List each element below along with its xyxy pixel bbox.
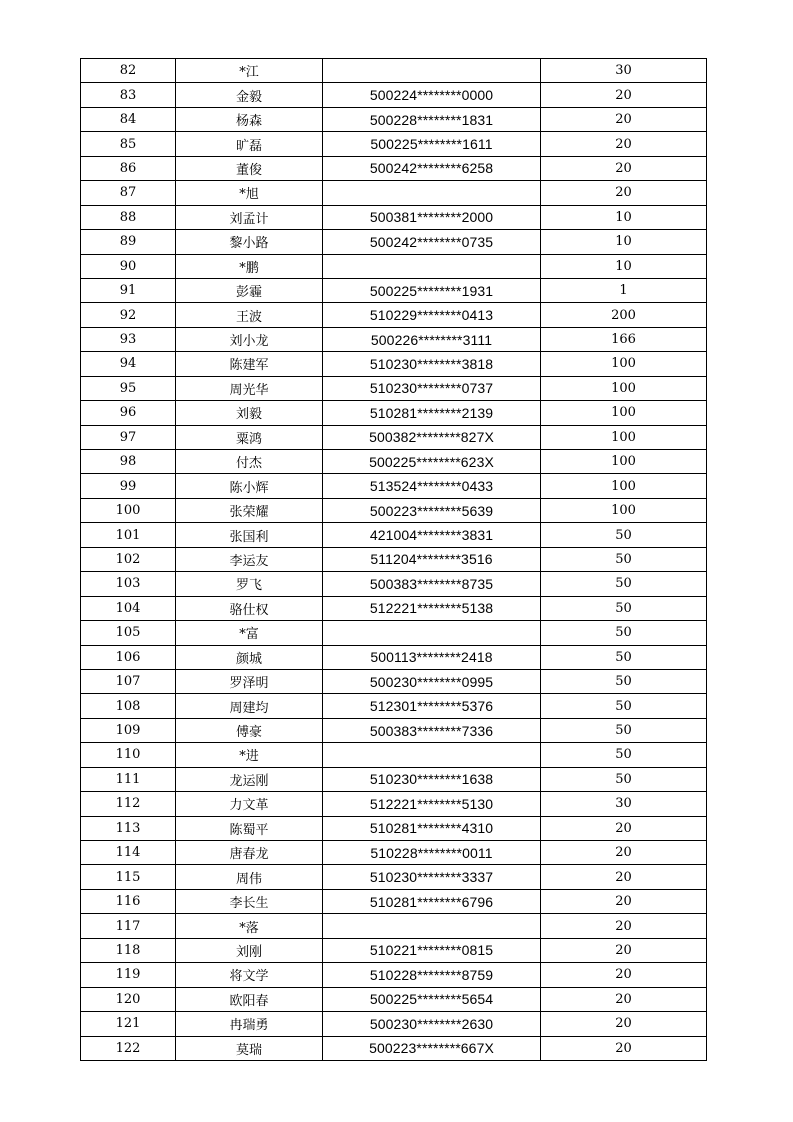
row-number-cell: 88 xyxy=(81,205,176,229)
donor-name-cell: 罗飞 xyxy=(176,572,323,596)
row-number-cell: 119 xyxy=(81,963,176,987)
id-number-cell: 500225********5654 xyxy=(323,987,541,1011)
amount-cell: 20 xyxy=(541,132,707,156)
donor-name-cell: 周光华 xyxy=(176,376,323,400)
table-row xyxy=(81,425,707,449)
amount-cell: 100 xyxy=(541,450,707,474)
amount-cell: 20 xyxy=(541,963,707,987)
table-row xyxy=(81,156,707,180)
row-number-cell: 109 xyxy=(81,718,176,742)
amount-cell: 20 xyxy=(541,938,707,962)
table-row xyxy=(81,59,707,83)
id-number-cell: 511204********3516 xyxy=(323,547,541,571)
donor-name-cell: *旭 xyxy=(176,181,323,205)
table-row xyxy=(81,816,707,840)
row-number-cell: 85 xyxy=(81,132,176,156)
amount-cell: 20 xyxy=(541,987,707,1011)
id-number-cell: 500383********8735 xyxy=(323,572,541,596)
donor-name-cell: 颜城 xyxy=(176,645,323,669)
id-number-cell xyxy=(323,181,541,205)
donation-table-body xyxy=(81,59,707,1061)
donor-name-cell: 杨森 xyxy=(176,107,323,131)
amount-cell: 20 xyxy=(541,816,707,840)
amount-cell: 200 xyxy=(541,303,707,327)
donor-name-cell: 力文革 xyxy=(176,792,323,816)
donor-name-cell: 李长生 xyxy=(176,889,323,913)
donor-name-cell: 傅豪 xyxy=(176,718,323,742)
amount-cell: 50 xyxy=(541,694,707,718)
id-number-cell: 510221********0815 xyxy=(323,938,541,962)
table-row xyxy=(81,767,707,791)
table-row xyxy=(81,327,707,351)
row-number-cell: 100 xyxy=(81,498,176,522)
row-number-cell: 103 xyxy=(81,572,176,596)
donor-name-cell: 刘毅 xyxy=(176,401,323,425)
table-row xyxy=(81,621,707,645)
id-number-cell: 500225********1611 xyxy=(323,132,541,156)
id-number-cell: 510230********1638 xyxy=(323,767,541,791)
row-number-cell: 116 xyxy=(81,889,176,913)
id-number-cell: 510281********4310 xyxy=(323,816,541,840)
table-row xyxy=(81,352,707,376)
id-number-cell: 500223********5639 xyxy=(323,498,541,522)
table-row xyxy=(81,254,707,278)
donation-table xyxy=(80,58,707,1061)
donor-name-cell: 粟鸿 xyxy=(176,425,323,449)
id-number-cell: 510229********0413 xyxy=(323,303,541,327)
amount-cell: 30 xyxy=(541,59,707,83)
table-row xyxy=(81,596,707,620)
table-row xyxy=(81,278,707,302)
amount-cell: 50 xyxy=(541,718,707,742)
table-row xyxy=(81,718,707,742)
table-row xyxy=(81,865,707,889)
row-number-cell: 106 xyxy=(81,645,176,669)
donor-name-cell: *江 xyxy=(176,59,323,83)
row-number-cell: 108 xyxy=(81,694,176,718)
table-row xyxy=(81,645,707,669)
table-row xyxy=(81,205,707,229)
amount-cell: 20 xyxy=(541,83,707,107)
amount-cell: 50 xyxy=(541,669,707,693)
table-row xyxy=(81,889,707,913)
table-row xyxy=(81,694,707,718)
amount-cell: 50 xyxy=(541,645,707,669)
amount-cell: 50 xyxy=(541,743,707,767)
amount-cell: 20 xyxy=(541,914,707,938)
id-number-cell: 500113********2418 xyxy=(323,645,541,669)
row-number-cell: 112 xyxy=(81,792,176,816)
amount-cell: 20 xyxy=(541,1012,707,1036)
id-number-cell: 512301********5376 xyxy=(323,694,541,718)
id-number-cell: 510228********8759 xyxy=(323,963,541,987)
table-row xyxy=(81,107,707,131)
donor-name-cell: 黎小路 xyxy=(176,230,323,254)
donor-name-cell: 唐春龙 xyxy=(176,841,323,865)
id-number-cell: 500225********623X xyxy=(323,450,541,474)
donor-name-cell: 骆仕权 xyxy=(176,596,323,620)
donor-name-cell: 周建均 xyxy=(176,694,323,718)
table-row xyxy=(81,572,707,596)
table-row xyxy=(81,498,707,522)
table-row xyxy=(81,938,707,962)
amount-cell: 20 xyxy=(541,107,707,131)
row-number-cell: 117 xyxy=(81,914,176,938)
amount-cell: 50 xyxy=(541,523,707,547)
donor-name-cell: 冉瑞勇 xyxy=(176,1012,323,1036)
donor-name-cell: 彭霾 xyxy=(176,278,323,302)
amount-cell: 166 xyxy=(541,327,707,351)
donor-name-cell: *富 xyxy=(176,621,323,645)
id-number-cell: 500230********2630 xyxy=(323,1012,541,1036)
row-number-cell: 113 xyxy=(81,816,176,840)
donor-name-cell: 将文学 xyxy=(176,963,323,987)
amount-cell: 50 xyxy=(541,572,707,596)
row-number-cell: 99 xyxy=(81,474,176,498)
amount-cell: 10 xyxy=(541,205,707,229)
row-number-cell: 120 xyxy=(81,987,176,1011)
row-number-cell: 94 xyxy=(81,352,176,376)
donor-name-cell: *进 xyxy=(176,743,323,767)
table-row xyxy=(81,1012,707,1036)
table-row xyxy=(81,376,707,400)
id-number-cell: 510230********3818 xyxy=(323,352,541,376)
row-number-cell: 101 xyxy=(81,523,176,547)
row-number-cell: 115 xyxy=(81,865,176,889)
donor-name-cell: 付杰 xyxy=(176,450,323,474)
id-number-cell: 500242********6258 xyxy=(323,156,541,180)
id-number-cell: 510230********3337 xyxy=(323,865,541,889)
row-number-cell: 91 xyxy=(81,278,176,302)
amount-cell: 50 xyxy=(541,621,707,645)
id-number-cell: 500226********3111 xyxy=(323,327,541,351)
donor-name-cell: 陈建军 xyxy=(176,352,323,376)
table-row xyxy=(81,230,707,254)
row-number-cell: 93 xyxy=(81,327,176,351)
donor-name-cell: 罗泽明 xyxy=(176,669,323,693)
amount-cell: 20 xyxy=(541,841,707,865)
donor-name-cell: 张国利 xyxy=(176,523,323,547)
donor-name-cell: 欧阳春 xyxy=(176,987,323,1011)
row-number-cell: 118 xyxy=(81,938,176,962)
row-number-cell: 114 xyxy=(81,841,176,865)
donor-name-cell: 刘小龙 xyxy=(176,327,323,351)
amount-cell: 100 xyxy=(541,498,707,522)
donor-name-cell: 龙运刚 xyxy=(176,767,323,791)
donor-name-cell: 王波 xyxy=(176,303,323,327)
amount-cell: 20 xyxy=(541,181,707,205)
donor-name-cell: 李运友 xyxy=(176,547,323,571)
donor-name-cell: 张荣耀 xyxy=(176,498,323,522)
id-number-cell: 512221********5130 xyxy=(323,792,541,816)
id-number-cell: 510230********0737 xyxy=(323,376,541,400)
id-number-cell: 500224********0000 xyxy=(323,83,541,107)
id-number-cell: 500230********0995 xyxy=(323,669,541,693)
amount-cell: 10 xyxy=(541,254,707,278)
donor-name-cell: 董俊 xyxy=(176,156,323,180)
donor-name-cell: *落 xyxy=(176,914,323,938)
amount-cell: 50 xyxy=(541,767,707,791)
id-number-cell xyxy=(323,621,541,645)
donor-name-cell: 莫瑞 xyxy=(176,1036,323,1060)
amount-cell: 20 xyxy=(541,889,707,913)
amount-cell: 100 xyxy=(541,352,707,376)
table-row xyxy=(81,401,707,425)
row-number-cell: 87 xyxy=(81,181,176,205)
id-number-cell: 513524********0433 xyxy=(323,474,541,498)
row-number-cell: 83 xyxy=(81,83,176,107)
row-number-cell: 86 xyxy=(81,156,176,180)
table-row xyxy=(81,963,707,987)
table-row xyxy=(81,914,707,938)
table-row xyxy=(81,450,707,474)
amount-cell: 50 xyxy=(541,596,707,620)
row-number-cell: 102 xyxy=(81,547,176,571)
id-number-cell xyxy=(323,914,541,938)
row-number-cell: 89 xyxy=(81,230,176,254)
amount-cell: 10 xyxy=(541,230,707,254)
row-number-cell: 122 xyxy=(81,1036,176,1060)
id-number-cell: 510281********6796 xyxy=(323,889,541,913)
id-number-cell: 500225********1931 xyxy=(323,278,541,302)
id-number-cell: 500242********0735 xyxy=(323,230,541,254)
id-number-cell: 421004********3831 xyxy=(323,523,541,547)
amount-cell: 1 xyxy=(541,278,707,302)
row-number-cell: 97 xyxy=(81,425,176,449)
row-number-cell: 96 xyxy=(81,401,176,425)
row-number-cell: 105 xyxy=(81,621,176,645)
donor-name-cell: 刘刚 xyxy=(176,938,323,962)
row-number-cell: 121 xyxy=(81,1012,176,1036)
table-row xyxy=(81,523,707,547)
table-row xyxy=(81,181,707,205)
amount-cell: 20 xyxy=(541,1036,707,1060)
donor-name-cell: 陈小辉 xyxy=(176,474,323,498)
donor-name-cell: 陈蜀平 xyxy=(176,816,323,840)
amount-cell: 30 xyxy=(541,792,707,816)
row-number-cell: 98 xyxy=(81,450,176,474)
row-number-cell: 104 xyxy=(81,596,176,620)
table-row xyxy=(81,792,707,816)
id-number-cell: 500223********667X xyxy=(323,1036,541,1060)
id-number-cell: 500228********1831 xyxy=(323,107,541,131)
table-row xyxy=(81,474,707,498)
table-row xyxy=(81,743,707,767)
amount-cell: 100 xyxy=(541,425,707,449)
donor-name-cell: 周伟 xyxy=(176,865,323,889)
row-number-cell: 92 xyxy=(81,303,176,327)
table-row xyxy=(81,669,707,693)
donor-name-cell: *鹏 xyxy=(176,254,323,278)
donor-name-cell: 金毅 xyxy=(176,83,323,107)
id-number-cell xyxy=(323,743,541,767)
id-number-cell: 512221********5138 xyxy=(323,596,541,620)
donor-name-cell: 旷磊 xyxy=(176,132,323,156)
id-number-cell: 500383********7336 xyxy=(323,718,541,742)
row-number-cell: 90 xyxy=(81,254,176,278)
table-row xyxy=(81,841,707,865)
amount-cell: 50 xyxy=(541,547,707,571)
table-row xyxy=(81,132,707,156)
row-number-cell: 84 xyxy=(81,107,176,131)
amount-cell: 100 xyxy=(541,376,707,400)
id-number-cell: 510281********2139 xyxy=(323,401,541,425)
table-row xyxy=(81,303,707,327)
id-number-cell: 500382********827X xyxy=(323,425,541,449)
row-number-cell: 111 xyxy=(81,767,176,791)
table-row xyxy=(81,987,707,1011)
row-number-cell: 82 xyxy=(81,59,176,83)
amount-cell: 20 xyxy=(541,156,707,180)
id-number-cell xyxy=(323,59,541,83)
row-number-cell: 95 xyxy=(81,376,176,400)
table-row xyxy=(81,1036,707,1060)
table-row xyxy=(81,83,707,107)
table-row xyxy=(81,547,707,571)
amount-cell: 100 xyxy=(541,401,707,425)
donor-name-cell: 刘孟计 xyxy=(176,205,323,229)
row-number-cell: 107 xyxy=(81,669,176,693)
amount-cell: 20 xyxy=(541,865,707,889)
amount-cell: 100 xyxy=(541,474,707,498)
row-number-cell: 110 xyxy=(81,743,176,767)
id-number-cell: 500381********2000 xyxy=(323,205,541,229)
id-number-cell: 510228********0011 xyxy=(323,841,541,865)
id-number-cell xyxy=(323,254,541,278)
